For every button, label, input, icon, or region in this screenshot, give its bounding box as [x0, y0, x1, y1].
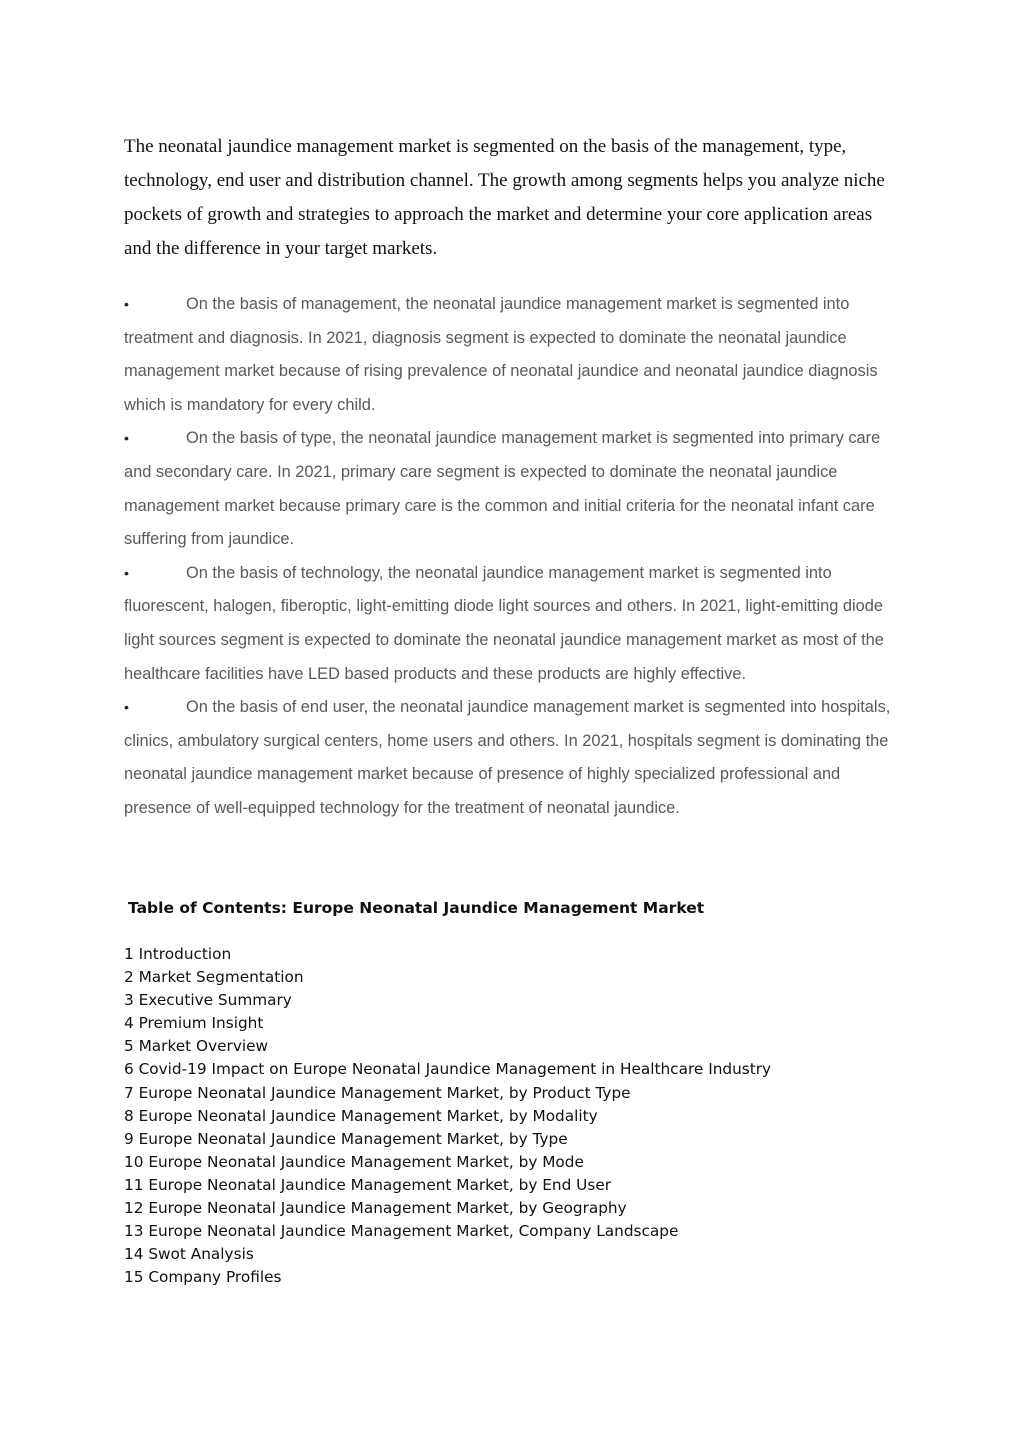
bullet-item-end-user: [124, 691, 909, 825]
toc-item: 8 Europe Neonatal Jaundice Management Market, by Modality: [124, 1106, 598, 1125]
toc-item: 5 Market Overview: [124, 1037, 269, 1056]
toc-item: 6 Covid-19 Impact on Europe Neonatal Jaundice Management in Healthcare Industry: [124, 1060, 772, 1079]
toc-item: 15 Company Profiles: [124, 1268, 282, 1287]
segmentation-bullet-list: [124, 288, 909, 826]
bullet-icon: •: [124, 564, 129, 581]
bullet-text: On the basis of end user, the neonatal jaundice management market is segmented into hospitals, clinics, ambulatory surgical centers, home users and others. In 2021, hospitals segment is dominating the neonatal jaundice management market because of presence of highly specialized professional and presence of well-equipped technology for the treatment of neonatal jaundice.: [124, 698, 891, 817]
bullet-text: On the basis of technology, the neonatal jaundice management market is segmented into fluorescent, halogen, fiberoptic, light-emitting diode light sources and others. In 2021, light-emitting diode light sources segment is expected to dominate the neonatal jaundice management market as most of the healthcare facilities have LED based products and these products are highly effective.: [124, 563, 884, 683]
toc-item: 12 Europe Neonatal Jaundice Management Market, by Geography: [124, 1199, 627, 1218]
toc-item: 10 Europe Neonatal Jaundice Management Market, by Mode: [124, 1152, 584, 1171]
toc-item: 9 Europe Neonatal Jaundice Management Market, by Type: [124, 1129, 568, 1148]
bullet-icon: •: [124, 699, 129, 716]
toc-title: Table of Contents: Europe Neonatal Jaundice Management Market: [128, 899, 705, 917]
toc-list: [124, 943, 771, 1289]
toc-item: 13 Europe Neonatal Jaundice Management Market, Company Landscape: [124, 1222, 679, 1241]
toc-item: 11 Europe Neonatal Jaundice Management Market, by End User: [124, 1175, 612, 1194]
toc-item: 3 Executive Summary: [124, 991, 292, 1010]
bullet-item-management: [124, 288, 909, 422]
bullet-text: On the basis of management, the neonatal jaundice management market is segmented into treatment and diagnosis. In 2021, diagnosis segment is expected to dominate the neonatal jaundice management market because of rising prevalence of neonatal jaundice and neonatal jaundice diagnosis which is mandatory for every child.: [124, 295, 878, 414]
toc-item: 1 Introduction: [124, 945, 232, 963]
toc-item: 2 Market Segmentation: [124, 968, 304, 987]
toc-item: 7 Europe Neonatal Jaundice Management Market, by Product Type: [124, 1083, 631, 1102]
bullet-icon: •: [124, 296, 129, 312]
bullet-icon: •: [124, 430, 129, 447]
intro-paragraph: The neonatal jaundice management market is segmented on the basis of the management, type, technology, end user and distribution channel. The growth among segments helps you analyze niche pockets of growth and strategies to approach the market and determine your core application areas and the difference in your target markets.: [124, 136, 885, 259]
bullet-text: On the basis of type, the neonatal jaundice management market is segmented into primary care and secondary care. In 2021, primary care segment is expected to dominate the neonatal jaundice management market because primary care is the common and initial criteria for the neonatal infant care suffering from jaundice.: [124, 429, 881, 549]
toc-item: 4 Premium Insight: [124, 1014, 264, 1033]
bullet-item-type: [124, 422, 909, 556]
toc-item: 14 Swot Analysis: [124, 1245, 254, 1264]
bullet-item-technology: [124, 557, 909, 691]
